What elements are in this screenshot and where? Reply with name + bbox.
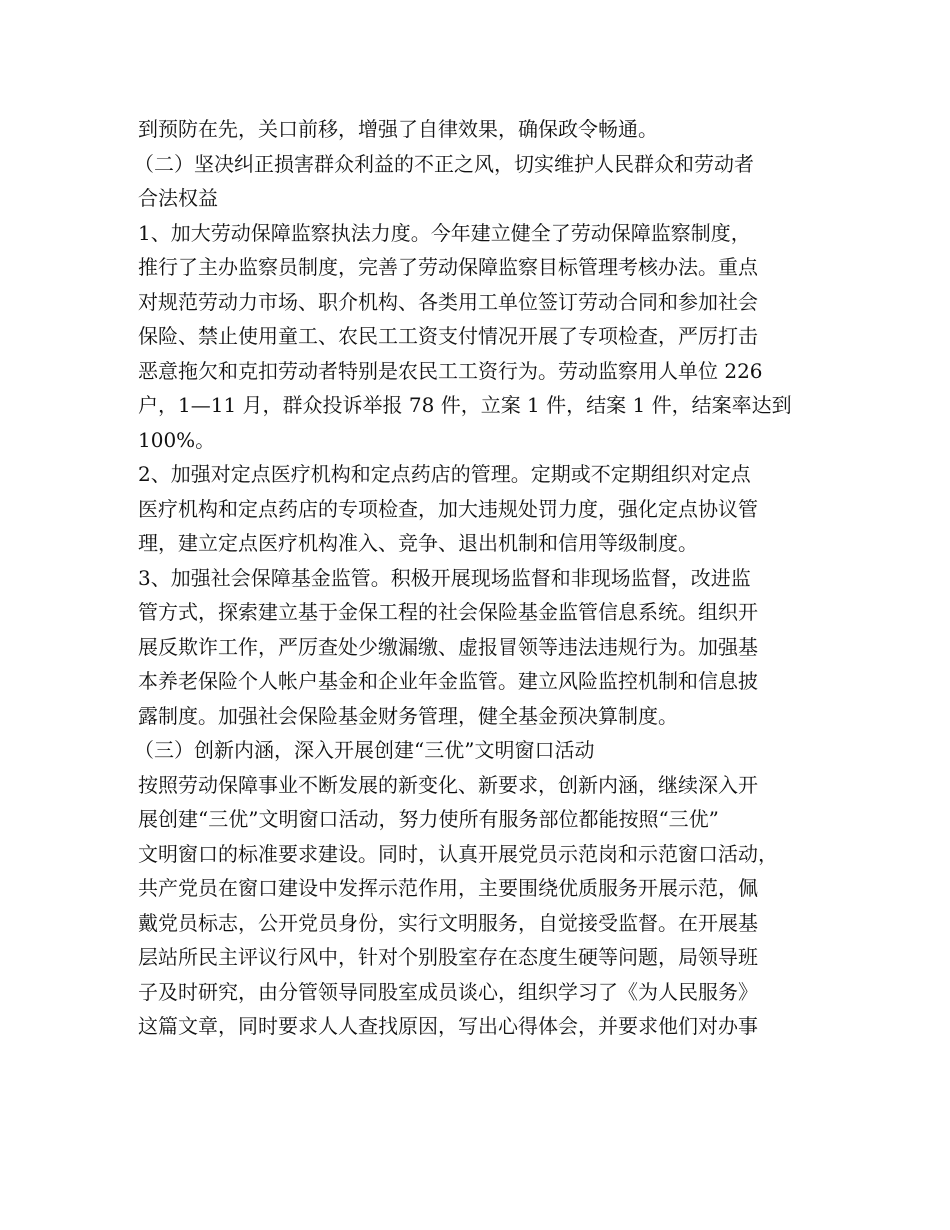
item-one-line: 户，1—11 月，群众投诉举报 78 件，立案 1 件，结案 1 件，结案率达到 bbox=[138, 393, 792, 417]
section-three-line: 按照劳动保障事业不断发展的新变化、新要求，创新内涵，继续深入开 bbox=[138, 772, 758, 797]
item-three-line: 展反欺诈工作，严厉查处少缴漏缴、虚报冒领等违法违规行为。加强基 bbox=[138, 634, 758, 659]
section-three-line: 戴党员标志，公开党员身份，实行文明服务，自觉接受监督。在开展基 bbox=[138, 910, 758, 935]
section-three-line: 子及时研究，由分管领导同股室成员谈心，组织学习了《为人民服务》 bbox=[138, 979, 758, 1004]
item-one-line: 保险、禁止使用童工、农民工工资支付情况开展了专项检查，严厉打击 bbox=[138, 324, 758, 348]
item-one-line: 1、加大劳动保障监察执法力度。今年建立健全了劳动保障监察制度， bbox=[138, 220, 751, 245]
section-three-line: 展创建“三优”文明窗口活动，努力使所有服务部位都能按照“三优” bbox=[138, 807, 719, 831]
item-three-line: 露制度。加强社会保险基金财务管理，健全基金预决算制度。 bbox=[138, 703, 678, 728]
item-two-line: 2、加强对定点医疗机构和定点药店的管理。定期或不定期组织对定点 bbox=[138, 462, 751, 486]
section-three-line: 共产党员在窗口建设中发挥示范作用，主要围绕优质服务开展示范，佩 bbox=[138, 876, 758, 900]
item-one-line: 恶意拖欠和克扣劳动者特别是农民工工资行为。劳动监察用人单位 226 bbox=[138, 358, 763, 383]
item-one-line: 对规范劳动力市场、职介机构、各类用工单位签订劳动合同和参加社会 bbox=[138, 289, 758, 314]
item-two-line: 理，建立定点医疗机构准入、竞争、退出机制和信用等级制度。 bbox=[138, 531, 698, 555]
item-three-line: 3、加强社会保障基金监管。积极开展现场监督和非现场监督，改进监 bbox=[138, 565, 751, 590]
section-heading-three: （三）创新内涵，深入开展创建“三优”文明窗口活动 bbox=[134, 738, 595, 762]
item-one-line: 100%。 bbox=[138, 427, 216, 452]
body-line: 到预防在先，关口前移，增强了自律效果，确保政令畅通。 bbox=[138, 117, 658, 141]
document-body bbox=[134, 112, 828, 1044]
item-three-line: 管方式，探索建立基于金保工程的社会保险基金监管信息系统。组织开 bbox=[138, 600, 758, 624]
section-heading-two: （二）坚决纠正损害群众利益的不正之风，切实维护人民群众和劳动者 bbox=[134, 151, 754, 176]
item-three-line: 本养老保险个人帐户基金和企业年金监管。建立风险监控机制和信息披 bbox=[138, 669, 758, 693]
section-three-line: 层站所民主评议行风中，针对个别股室存在态度生硬等问题，局领导班 bbox=[138, 945, 758, 969]
item-one-line: 推行了主办监察员制度，完善了劳动保障监察目标管理考核办法。重点 bbox=[138, 255, 758, 279]
section-three-line: 这篇文章，同时要求人人查找原因，写出心得体会，并要求他们对办事 bbox=[138, 1014, 758, 1038]
item-two-line: 医疗机构和定点药店的专项检查，加大违规处罚力度，强化定点协议管 bbox=[138, 496, 758, 521]
section-heading-two-continued: 合法权益 bbox=[138, 186, 218, 210]
section-three-line: 文明窗口的标准要求建设。同时，认真开展党员示范岗和示范窗口活动， bbox=[138, 841, 778, 866]
